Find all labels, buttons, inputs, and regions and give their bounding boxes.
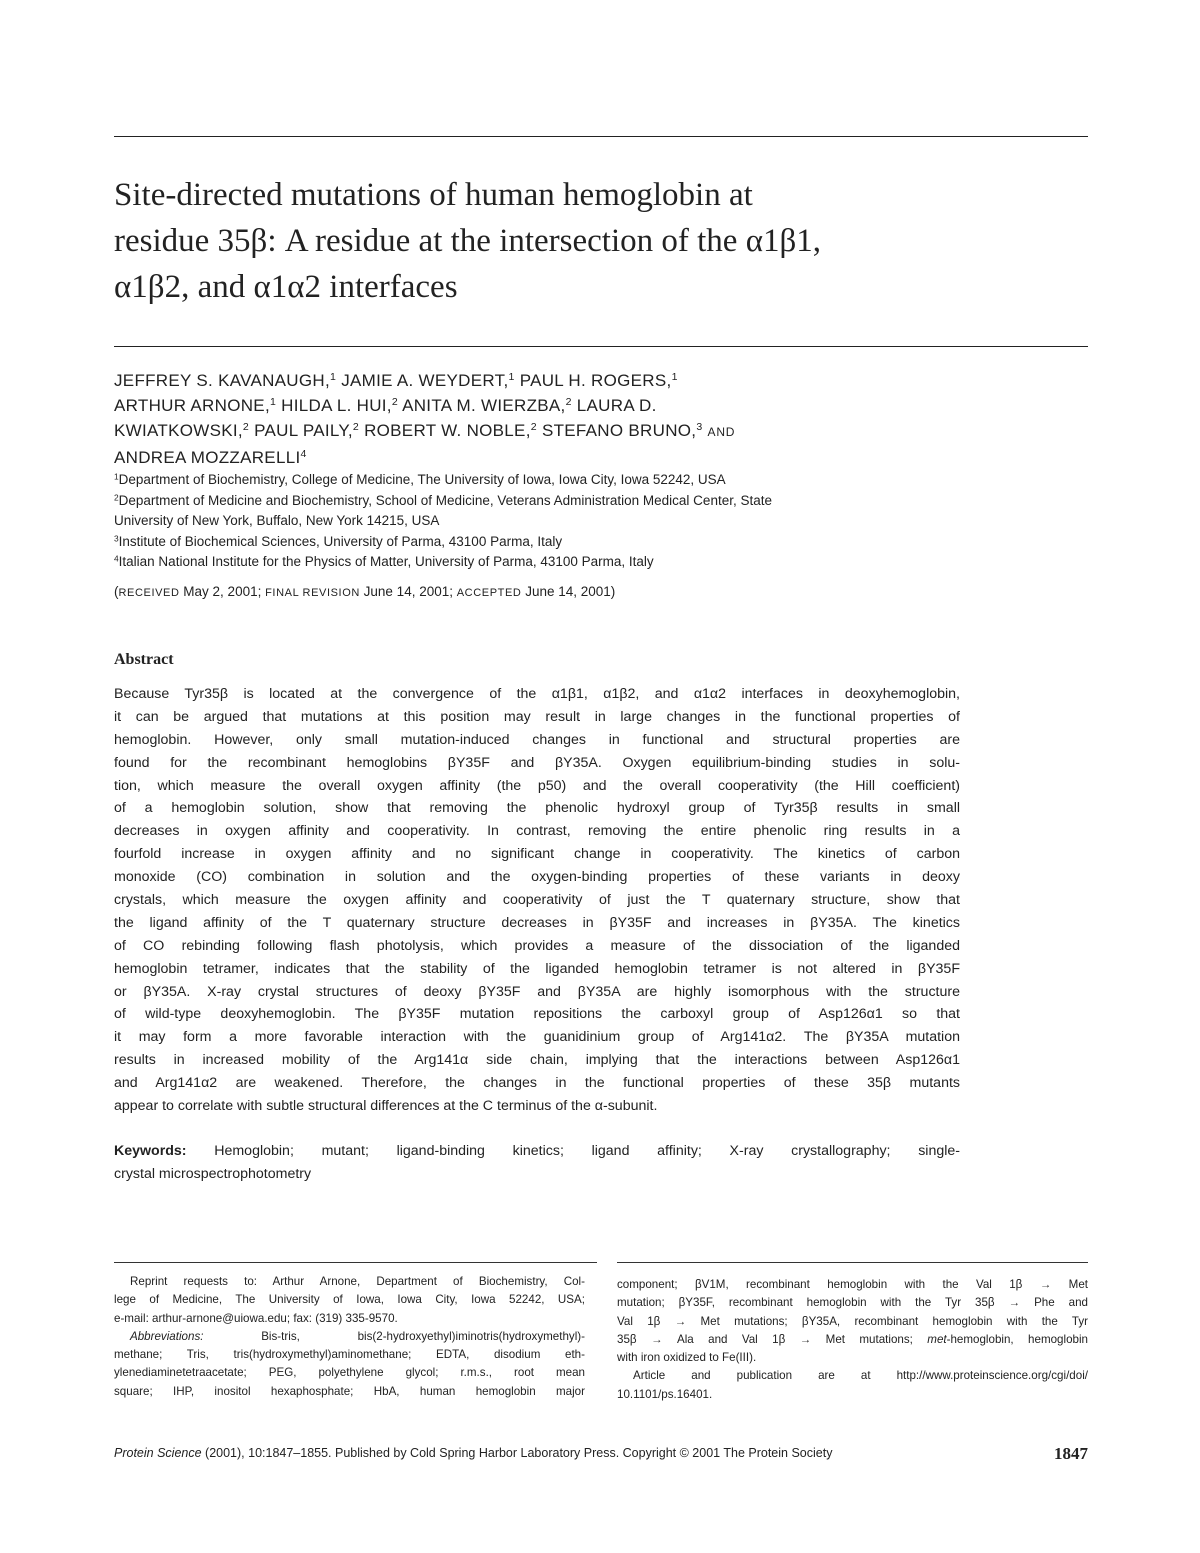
author-line [114, 368, 1088, 393]
affil-text: Department of Medicine and Biochemistry, School of Medicine, Veterans Administration Medical Center, State [118, 492, 772, 508]
affil-text: Department of Biochemistry, College of Medicine, The University of Iowa, Iowa City, Iowa 52242, USA [118, 472, 726, 487]
footnote-line: mutation; βY35F, recombinant hemoglobin with the Tyr 35β → Phe and [617, 1296, 1088, 1310]
paren: ( [114, 584, 119, 599]
abstract-line: of wild-type deoxyhemoglobin. The βY35F mutation repositions the carboxyl group of Asp126α1 so that [114, 1006, 960, 1023]
affil-marker: 1 [508, 371, 515, 384]
footnote-line: Reprint requests to: Arthur Arnone, Department of Biochemistry, Col- [130, 1275, 585, 1288]
accepted-label: ACCEPTED [456, 587, 522, 599]
page-footer [114, 1446, 1088, 1470]
affil-marker: 1 [671, 371, 678, 384]
keywords-label: Keywords: [114, 1143, 187, 1159]
affiliation-list [114, 470, 1088, 573]
author-name: PAUL H. ROGERS, [519, 371, 672, 390]
affil-marker: 1 [330, 371, 337, 384]
affil-marker: 2 [565, 396, 572, 409]
keywords [114, 1140, 960, 1186]
footnote-rule-right [617, 1262, 1088, 1263]
affil-text: Institute of Biochemical Sciences, University of Parma, 43100 Parma, Italy [118, 533, 563, 549]
affil-marker: 2 [242, 421, 250, 434]
footnote-line: e-mail: arthur-arnone@uiowa.edu; fax: (319) 335-9570. [114, 1311, 398, 1325]
journal-name: Protein Science [114, 1446, 202, 1460]
footnote-line: Article and publication are at http://www.proteinscience.org/cgi/doi/ [633, 1369, 1088, 1383]
abstract-line: Because Tyr35β is located at the convergence of the α1β1, α1β2, and α1α2 interfaces in deoxyhemoglobin, [114, 686, 960, 702]
footnote-line: component; βV1M, recombinant hemoglobin with the Val 1β → Met [617, 1278, 1088, 1291]
affil-marker: 2 [530, 421, 537, 434]
abstract-line: hemoglobin tetramer, indicates that the stability of the liganded hemoglobin tetramer is not altered in βY35F [114, 960, 960, 977]
abstract-line: the ligand affinity of the T quaternary structure decreases in βY35F and increases in βY35A. The kinetics [114, 914, 960, 931]
abstract-line: crystals, which measure the oxygen affinity and cooperativity of just the T quaternary structure, show that [114, 892, 960, 909]
footnote-line: 10.1101/ps.16401. [617, 1387, 713, 1401]
abstract-line: fourfold increase in oxygen affinity and no significant change in cooperativity. The kinetics of carbon [114, 846, 960, 863]
author-name: JEFFREY S. KAVANAUGH, [114, 371, 331, 390]
abstract-line: tion, which measure the overall oxygen affinity (the p50) and the overall cooperativity (the Hill coefficient) [114, 777, 960, 794]
footnote-rule-left [114, 1262, 597, 1263]
footnote-line: methane; Tris, tris(hydroxymethyl)aminomethane; EDTA, disodium eth- [114, 1348, 585, 1362]
author-name: ARTHUR ARNONE, [114, 396, 270, 415]
received-date: May 2, 2001; [179, 584, 266, 599]
abbreviations-label: Abbreviations: [130, 1329, 204, 1343]
footnote-left [114, 1273, 585, 1401]
affiliation [114, 511, 1088, 532]
title-line: Site-directed mutations of human hemoglobin at [114, 177, 753, 213]
article-title [114, 172, 1088, 310]
affil-marker: 1 [269, 396, 277, 409]
footnote-text: 35β → Ala and Val 1β → Met mutations; [617, 1332, 928, 1346]
title-rule [114, 346, 1088, 347]
citation-text: (2001), 10:1847–1855. Published by Cold Spring Harbor Laboratory Press. Copyright © 2001 The Protein Society [201, 1446, 833, 1460]
abstract-line: it can be argued that mutations at this position may result in large changes in the functional properties of [114, 708, 960, 725]
author-name: KWIATKOWSKI, [114, 421, 243, 440]
author-name: LAURA D. [576, 396, 657, 415]
abstract-line: of CO rebinding following flash photolysis, which provides a measure of the dissociation of the liganded [114, 937, 960, 954]
author-line [114, 445, 1088, 470]
abstract-line: found for the recombinant hemoglobins βY35F and βY35A. Oxygen equilibrium-binding studies in solu- [114, 754, 960, 771]
top-rule [114, 136, 1088, 137]
author-list [114, 368, 1088, 470]
affil-number: 3 [114, 532, 119, 543]
author-line [114, 418, 1088, 445]
author-name: ROBERT W. NOBLE, [364, 421, 531, 440]
abstract-line: hemoglobin. However, only small mutation-induced changes in functional and structural properties are [114, 731, 960, 748]
abstract-line: results in increased mobility of the Arg141α side chain, implying that the interactions between Asp126α1 [114, 1052, 960, 1069]
affil-marker: 2 [352, 421, 360, 434]
abstract-heading: Abstract [114, 651, 174, 668]
author-name: STEFANO BRUNO, [541, 421, 697, 440]
abstract-line: appear to correlate with subtle structural differences at the C terminus of the α-subunit. [114, 1098, 658, 1115]
footnote-text: -hemoglobin, hemoglobin [946, 1332, 1088, 1346]
affiliation [114, 532, 1088, 553]
keywords-text: Hemoglobin; mutant; ligand-binding kinetics; ligand affinity; X-ray crystallography; single- [186, 1143, 960, 1159]
footnote-text: Bis-tris, bis(2-hydroxyethyl)iminotris(hydroxymethyl)- [203, 1329, 585, 1343]
affil-marker: 4 [300, 448, 307, 461]
met-prefix: met [927, 1332, 947, 1346]
affil-text: University of New York, Buffalo, New York 14215, USA [114, 513, 440, 528]
abstract-line: or βY35A. X-ray crystal structures of deoxy βY35F and βY35A are highly isomorphous with the structure [114, 983, 960, 1000]
title-line: α1β2, and α1α2 interfaces [114, 269, 458, 305]
affil-text: Italian National Institute for the Physics of Matter, University of Parma, 43100 Parma, Italy [118, 554, 654, 569]
author-name: PAUL PAILY, [254, 421, 353, 440]
affil-number: 1 [114, 471, 119, 482]
affiliation [114, 552, 1088, 573]
accepted-date: June 14, 2001) [521, 584, 616, 599]
footnote-line [617, 1331, 1088, 1349]
author-name: JAMIE A. WEYDERT, [341, 371, 509, 390]
author-name: HILDA L. HUI, [281, 396, 392, 415]
page-number: 1847 [1054, 1444, 1088, 1463]
author-name: ANDREA MOZZARELLI [114, 448, 301, 467]
footnote-line: square; IHP, inositol hexaphosphate; HbA, human hemoglobin major [114, 1384, 585, 1398]
final-revision-label: FINAL REVISION [265, 587, 360, 599]
keywords-line: crystal microspectrophotometry [114, 1165, 312, 1182]
footnote-line: Val 1β → Met mutations; βY35A, recombinant hemoglobin with the Tyr [617, 1314, 1088, 1328]
abstract-line: and Arg141α2 are weakened. Therefore, the changes in the functional properties of these 35β mutants [114, 1075, 960, 1092]
footnote-line [114, 1328, 585, 1346]
footnote-line: ylenediaminetetraacetate; PEG, polyethylene glycol; r.m.s., root mean [114, 1366, 585, 1380]
affil-number: 2 [114, 491, 119, 502]
abstract-line: of a hemoglobin solution, show that removing the phenolic hydroxyl group of Tyr35β results in small [114, 800, 960, 817]
author-name: ANITA M. WIERZBA, [402, 396, 566, 415]
abstract-body [114, 683, 960, 1118]
affil-number: 4 [114, 553, 119, 564]
received-dates [114, 582, 1088, 603]
footnote-line: with iron oxidized to Fe(III). [617, 1351, 757, 1365]
footnote-right [617, 1276, 1088, 1404]
final-revision-date: June 14, 2001; [359, 584, 457, 599]
title-line: residue 35β: A residue at the intersection of the α1β1, [114, 223, 822, 259]
received-label: RECEIVED [118, 587, 180, 599]
affil-marker: 2 [391, 396, 398, 409]
footnote-line: lege of Medicine, The University of Iowa, Iowa City, Iowa 52242, USA; [114, 1293, 585, 1307]
author-line [114, 393, 1088, 418]
and-word: AND [707, 425, 736, 439]
affiliation [114, 470, 1088, 491]
affil-marker: 3 [696, 421, 703, 434]
abstract-line: decreases in oxygen affinity and cooperativity. In contrast, removing the entire phenolic ring results in a [114, 823, 960, 840]
affiliation [114, 491, 1088, 512]
keywords-line [114, 1140, 960, 1163]
abstract-line: monoxide (CO) combination in solution and the oxygen-binding properties of these variants in deoxy [114, 869, 960, 886]
abstract-line: it may form a more favorable interaction with the guanidinium group of Arg141α2. The βY35A mutation [114, 1029, 960, 1046]
